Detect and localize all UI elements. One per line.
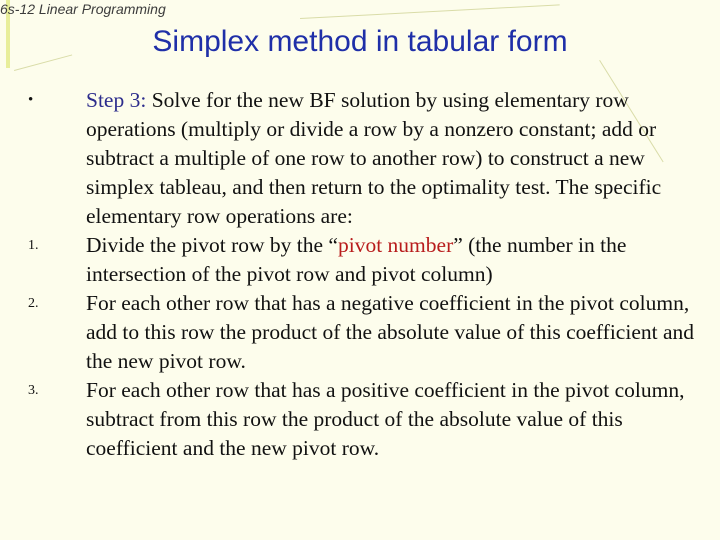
bullet-marker: • bbox=[28, 92, 34, 108]
page-title: Simplex method in tabular form bbox=[152, 25, 568, 58]
list-item bbox=[28, 376, 714, 463]
intro-text: Solve for the new BF solution by using elementary row operations (multiply or divide a row by a nonzero constant; add or subtract a multiple of one row to another row) to construct a new simplex tableau, and then return to the optimality test. The specific elementary row operations are: bbox=[86, 88, 662, 228]
decorative-line bbox=[300, 4, 560, 19]
intro-paragraph bbox=[28, 86, 714, 231]
list-item bbox=[28, 231, 714, 289]
list-item bbox=[28, 289, 714, 376]
slide-content bbox=[0, 86, 720, 463]
step-text: For each other row that has a positive coefficient in the pivot column, subtract from this row the product of the absolute value of this coefficient and the new pivot row. bbox=[86, 378, 685, 460]
step-text-before: Divide the pivot row by the “ bbox=[86, 233, 338, 257]
list-number: 2. bbox=[28, 296, 39, 311]
step-text: For each other row that has a negative coefficient in the pivot column, add to this row the product of the absolute value of this coefficient and the new pivot row. bbox=[86, 291, 695, 373]
step-text-after: ” (the number in the intersection of the pivot row and pivot column) bbox=[86, 233, 627, 286]
step-label: Step 3: bbox=[86, 88, 152, 112]
header-label: 6s-12 Linear Programming bbox=[0, 1, 166, 17]
list-number: 1. bbox=[28, 238, 39, 253]
pivot-number-term: pivot number bbox=[337, 233, 454, 257]
list-number: 3. bbox=[28, 383, 39, 398]
